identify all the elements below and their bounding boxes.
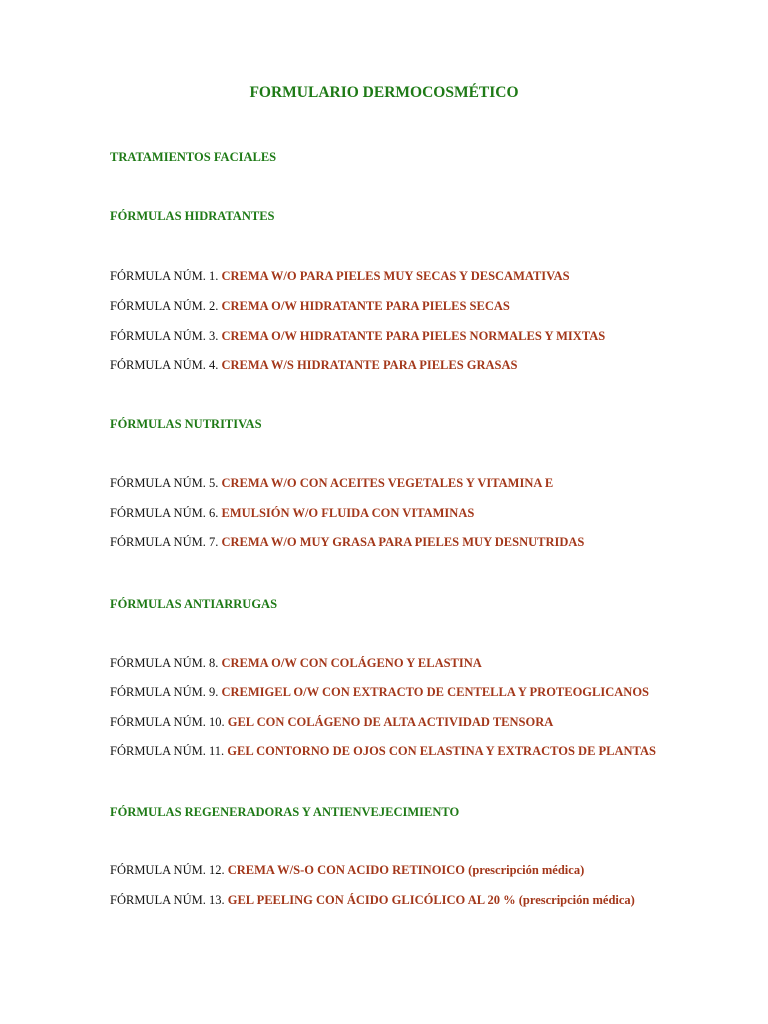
formula-row-11 (110, 744, 656, 759)
formula-note: (prescripción médica) (518, 893, 635, 907)
page-title: FORMULARIO DERMOCOSMÉTICO (249, 84, 519, 101)
formula-name: CREMA O/W CON COLÁGENO Y ELASTINA (221, 656, 482, 670)
formula-number: FÓRMULA NÚM. 1. (110, 269, 219, 283)
formula-number: FÓRMULA NÚM. 6. (110, 506, 219, 520)
formula-row-6 (110, 506, 474, 521)
formula-row-9 (110, 685, 649, 700)
formula-note: (prescripción médica) (468, 863, 585, 877)
group-heading-regeneradoras: FÓRMULAS REGENERADORAS Y ANTIENVEJECIMIENTO (110, 805, 460, 819)
formula-name: CREMA W/O PARA PIELES MUY SECAS Y DESCAMATIVAS (221, 269, 570, 283)
formula-name: GEL CONTORNO DE OJOS CON ELASTINA Y EXTRACTOS DE PLANTAS (227, 744, 656, 758)
formula-number: FÓRMULA NÚM. 9. (110, 685, 219, 699)
formula-number: FÓRMULA NÚM. 7. (110, 535, 219, 549)
formula-name: CREMA W/O CON ACEITES VEGETALES Y VITAMINA E (221, 476, 554, 490)
group-heading-hidratantes: FÓRMULAS HIDRATANTES (110, 209, 275, 223)
formula-row-10 (110, 715, 553, 730)
group-heading-nutritivas: FÓRMULAS NUTRITIVAS (110, 417, 262, 431)
formula-number: FÓRMULA NÚM. 12. (110, 863, 225, 877)
formula-number: FÓRMULA NÚM. 11. (110, 744, 225, 758)
formula-row-4 (110, 358, 518, 373)
formula-name: CREMA O/W HIDRATANTE PARA PIELES NORMALES Y MIXTAS (221, 329, 606, 343)
formula-row-1 (110, 269, 570, 284)
formula-name: CREMA W/S-O CON ACIDO RETINOICO (227, 863, 466, 877)
formula-number: FÓRMULA NÚM. 5. (110, 476, 219, 490)
group-heading-antiarrugas: FÓRMULAS ANTIARRUGAS (110, 597, 278, 611)
formula-row-7 (110, 535, 584, 550)
formula-row-12 (110, 863, 584, 878)
formula-name: GEL PEELING CON ÁCIDO GLICÓLICO AL 20 % (227, 893, 516, 907)
formula-name: CREMA W/S HIDRATANTE PARA PIELES GRASAS (221, 358, 518, 372)
formula-name: CREMA O/W HIDRATANTE PARA PIELES SECAS (221, 299, 510, 313)
formula-row-8 (110, 656, 482, 671)
formula-number: FÓRMULA NÚM. 2. (110, 299, 219, 313)
formula-row-3 (110, 329, 605, 344)
formula-name: GEL CON COLÁGENO DE ALTA ACTIVIDAD TENSORA (227, 715, 554, 729)
formula-number: FÓRMULA NÚM. 3. (110, 329, 219, 343)
formula-row-13 (110, 893, 635, 908)
formula-number: FÓRMULA NÚM. 4. (110, 358, 219, 372)
formula-row-2 (110, 299, 510, 314)
formula-name: CREMA W/O MUY GRASA PARA PIELES MUY DESNUTRIDAS (221, 535, 585, 549)
formula-name: EMULSIÓN W/O FLUIDA CON VITAMINAS (221, 506, 475, 520)
section-title: TRATAMIENTOS FACIALES (110, 150, 277, 164)
formula-name: CREMIGEL O/W CON EXTRACTO DE CENTELLA Y PROTEOGLICANOS (221, 685, 649, 699)
formula-number: FÓRMULA NÚM. 10. (110, 715, 225, 729)
formula-number: FÓRMULA NÚM. 13. (110, 893, 225, 907)
formula-number: FÓRMULA NÚM. 8. (110, 656, 219, 670)
formula-row-5 (110, 476, 553, 491)
